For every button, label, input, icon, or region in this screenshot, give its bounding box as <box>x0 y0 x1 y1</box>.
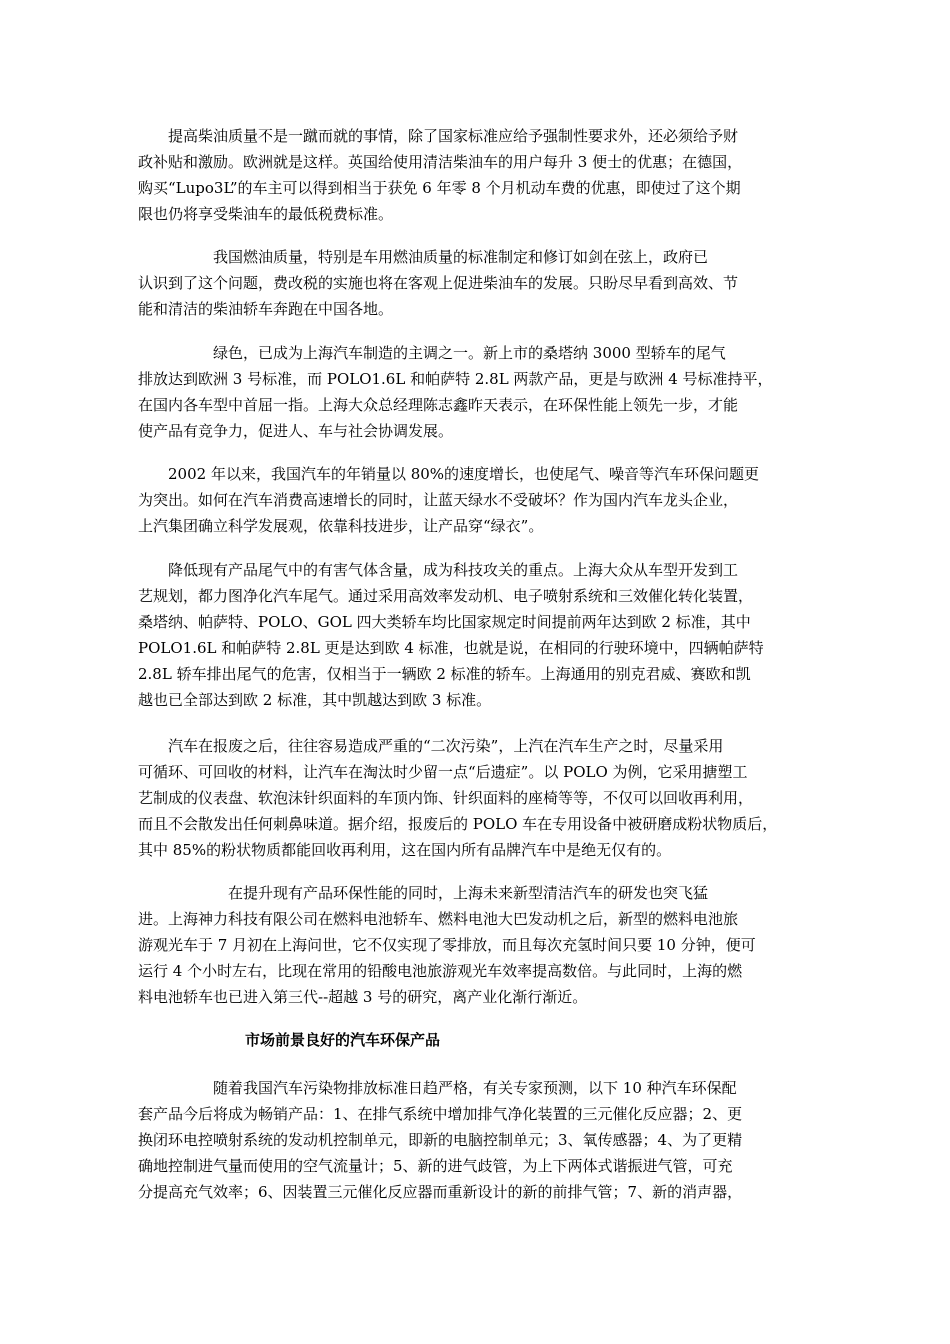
text-line: 料电池轿车也已进入第三代--超越 3 号的研究，离产业化渐行渐近。 <box>138 988 588 1006</box>
text-line: 提高柴油质量不是一蹴而就的事情，除了国家标准应给予强制性要求外，还必须给予财 <box>138 127 739 145</box>
text-line: 政补贴和激励。欧洲就是这样。英国给使用清洁柴油车的用户每升 3 便士的优惠；在德国， <box>138 153 743 171</box>
text-line: POLO1.6L 和帕萨特 2.8L 更是达到欧 4 标准，也就是说，在相同的行驶环境中，四辆帕萨特 <box>138 639 764 657</box>
text-line: 而且不会散发出任何刺鼻味道。据介绍，报废后的 POLO 车在专用设备中被研磨成粉状物质后， <box>138 815 778 833</box>
text-line: 进。上海神力科技有限公司在燃料电池轿车、燃料电池大巴发动机之后，新型的燃料电池旅 <box>138 910 739 928</box>
text-line: 使产品有竞争力，促进人、车与社会协调发展。 <box>138 422 454 440</box>
text-line: 确地控制进气量而使用的空气流量计；5、新的进气歧管，为上下两体式谐振进气管，可充 <box>138 1157 733 1175</box>
text-line: 换闭环电控喷射系统的发动机控制单元，即新的电脑控制单元；3、氧传感器；4、为了更精 <box>138 1131 743 1149</box>
text-line: 降低现有产品尾气中的有害气体含量，成为科技攻关的重点。上海大众从车型开发到工 <box>138 561 739 579</box>
text-line: 套产品今后将成为畅销产品：1、在排气系统中增加排气净化装置的三元催化反应器；2、更 <box>138 1105 743 1123</box>
text-line: 艺制成的仪表盘、软泡沫针织面料的车顶内饰、针织面料的座椅等等，不仅可以回收再利用， <box>138 789 754 807</box>
text-line: 2002 年以来，我国汽车的年销量以 80%的速度增长，也使尾气、噪音等汽车环保问题更 <box>138 465 760 483</box>
text-line: 在国内各车型中首屈一指。上海大众总经理陈志鑫昨天表示，在环保性能上领先一步，才能 <box>138 396 739 414</box>
paragraph-eco-products <box>138 1075 818 1205</box>
section-heading: 市场前景良好的汽车环保产品 <box>245 1031 441 1049</box>
paragraph-recycling <box>138 733 818 863</box>
text-line: 为突出。如何在汽车消费高速增长的同时，让蓝天绿水不受破坏？作为国内汽车龙头企业， <box>138 491 739 509</box>
paragraph-sales-growth <box>138 461 818 539</box>
paragraph-emission-reduction <box>138 557 818 713</box>
text-line: 限也仍将享受柴油车的最低税费标准。 <box>138 205 394 223</box>
text-line: 在提升现有产品环保性能的同时，上海未来新型清洁汽车的研发也突飞猛 <box>138 884 709 902</box>
paragraph-fuel-cell <box>138 880 818 1010</box>
text-line: 排放达到欧洲 3 号标准，而 POLO1.6L 和帕萨特 2.8L 两款产品，更是与欧洲 4 号标准持平， <box>138 370 773 388</box>
text-line: 艺规划，都力图净化汽车尾气。通过采用高效率发动机、电子喷射系统和三效催化转化装置， <box>138 587 754 605</box>
text-line: 越也已全部达到欧 2 标准，其中凯越达到欧 3 标准。 <box>138 691 492 709</box>
text-line: 绿色，已成为上海汽车制造的主调之一。新上市的桑塔纳 3000 型轿车的尾气 <box>138 344 726 362</box>
text-line: 上汽集团确立科学发展观，依靠科技进步，让产品穿“绿衣”。 <box>138 517 544 535</box>
text-line: 认识到了这个问题，费改税的实施也将在客观上促进柴油车的发展。只盼尽早看到高效、节 <box>138 274 739 292</box>
text-line: 分提高充气效率；6、因装置三元催化反应器而重新设计的新的前排气管；7、新的消声器， <box>138 1183 743 1201</box>
paragraph-diesel-quality <box>138 123 818 227</box>
paragraph-fuel-standards <box>138 244 818 322</box>
text-line: 可循环、可回收的材料，让汽车在淘汰时少留一点“后遗症”。以 POLO 为例，它采用搪塑工 <box>138 763 748 781</box>
text-line: 购买“Lupo3L”的车主可以得到相当于获免 6 年零 8 个月机动车费的优惠，即使过了这个期 <box>138 179 741 197</box>
text-line: 桑塔纳、帕萨特、POLO、GOL 四大类轿车均比国家规定时间提前两年达到欧 2 标准，其中 <box>138 613 751 631</box>
text-line: 2.8L 轿车排出尾气的危害，仅相当于一辆欧 2 标准的轿车。上海通用的别克君威、赛欧和凯 <box>138 665 751 683</box>
paragraph-green-manufacturing <box>138 340 818 444</box>
text-line: 汽车在报废之后，往往容易造成严重的“二次污染”，上汽在汽车生产之时，尽量采用 <box>138 737 724 755</box>
text-line: 游观光车于 7 月初在上海问世，它不仅实现了零排放，而且每次充氢时间只要 10 分钟，便可 <box>138 936 756 954</box>
text-line: 我国燃油质量，特别是车用燃油质量的标准制定和修订如剑在弦上，政府已 <box>138 248 709 266</box>
text-line: 运行 4 个小时左右，比现在常用的铅酸电池旅游观光车效率提高数倍。与此同时，上海的燃 <box>138 962 743 980</box>
text-line: 随着我国汽车污染物排放标准日趋严格，有关专家预测，以下 10 种汽车环保配 <box>138 1079 737 1097</box>
text-line: 能和清洁的柴油轿车奔跑在中国各地。 <box>138 300 394 318</box>
text-line: 其中 85%的粉状物质都能回收再利用，这在国内所有品牌汽车中是绝无仅有的。 <box>138 841 672 859</box>
